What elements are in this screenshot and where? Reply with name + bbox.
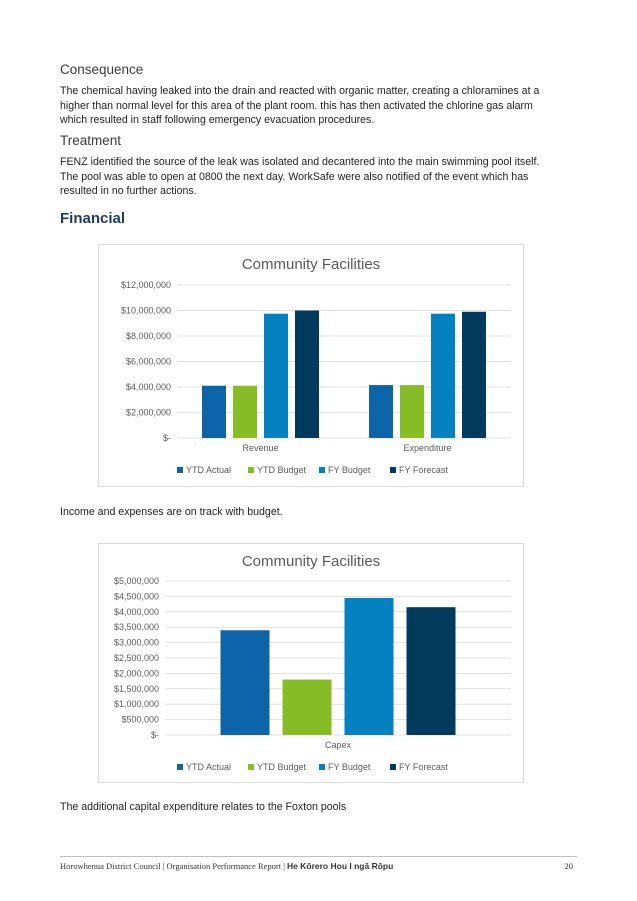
y-tick-label: $-	[150, 730, 159, 740]
bar-ytd-budget	[233, 386, 257, 438]
footer-maori-title: He Kōrero Hou I ngā Rōpu	[287, 861, 394, 871]
chart-revenue-expenditure	[98, 244, 524, 487]
y-tick-label: $10,000,000	[120, 305, 171, 316]
legend-label: YTD Budget	[257, 465, 307, 475]
legend-swatch	[177, 764, 183, 770]
legend-swatch	[390, 764, 396, 770]
y-tick-label: $4,000,000	[125, 382, 171, 392]
bar-ytd-budget	[283, 680, 332, 735]
bar-fy-forecast	[407, 607, 456, 735]
y-tick-label: $5,000,000	[113, 576, 159, 586]
y-tick-label: $1,500,000	[113, 683, 159, 694]
bar-fy-forecast	[462, 312, 486, 438]
footer-org: Horowhenua District Council | Organisation Performance Report |	[60, 861, 288, 871]
legend-label: FY Forecast	[399, 465, 448, 475]
chart2-svg	[99, 544, 523, 782]
category-label: Capex	[324, 740, 352, 750]
bar-ytd-actual	[202, 386, 226, 438]
y-tick-label: $3,000,000	[113, 637, 159, 648]
y-tick-label: $3,500,000	[113, 622, 159, 633]
legend-swatch	[248, 467, 254, 473]
treatment-text: FENZ identified the source of the leak was isolated and decantered into the main swimming pool itself. The pool was able to open at 0800 the next day. WorkSafe were also notified of the event which has resulted in no further actions.	[60, 156, 540, 197]
footer-divider	[60, 856, 577, 857]
chart-capex	[98, 543, 524, 783]
legend-label: YTD Actual	[186, 762, 232, 772]
legend-swatch	[319, 764, 325, 770]
page-number: 20	[564, 861, 573, 871]
chart2-caption: The additional capital expenditure relates to the Foxton pools	[60, 801, 347, 813]
y-tick-label: $500,000	[121, 714, 159, 725]
bar-fy-budget	[431, 314, 455, 438]
legend-label: YTD Budget	[257, 762, 307, 772]
y-tick-label: $-	[162, 433, 171, 443]
chart-title: Community Facilities	[241, 256, 381, 273]
bar-fy-forecast	[295, 311, 319, 439]
consequence-heading: Consequence	[60, 62, 144, 77]
legend-swatch	[390, 467, 396, 473]
chart1-caption: Income and expenses are on track with budget.	[60, 506, 283, 518]
y-tick-label: $8,000,000	[125, 331, 171, 341]
bar-ytd-actual	[221, 630, 270, 735]
legend-label: YTD Actual	[186, 465, 232, 475]
y-tick-label: $2,000,000	[125, 407, 171, 418]
bar-ytd-actual	[369, 385, 393, 438]
footer	[60, 861, 393, 871]
consequence-text: The chemical having leaked into the drain and reacted with organic matter, creating a chloramines at a higher than normal level for this area of the plant room. this has then activated the chlorine gas alarm which resulted in staff following emergency evacuation procedures.	[60, 85, 540, 126]
legend-label: FY Budget	[328, 762, 371, 772]
bar-fy-budget	[264, 314, 288, 438]
y-tick-label: $6,000,000	[125, 356, 171, 367]
legend-swatch	[319, 467, 325, 473]
legend-swatch	[177, 467, 183, 473]
y-tick-label: $4,500,000	[113, 591, 159, 602]
treatment-heading: Treatment	[60, 133, 122, 148]
bar-fy-budget	[345, 598, 394, 735]
y-tick-label: $2,000,000	[113, 668, 159, 679]
legend-label: FY Forecast	[399, 762, 448, 772]
y-tick-label: $1,000,000	[113, 699, 159, 710]
chart-title: Community Facilities	[241, 553, 381, 570]
y-tick-label: $2,500,000	[113, 653, 159, 663]
y-tick-label: $12,000,000	[120, 280, 171, 290]
legend-label: FY Budget	[328, 465, 371, 475]
y-tick-label: $4,000,000	[113, 606, 159, 617]
financial-heading: Financial	[60, 210, 126, 227]
bar-ytd-budget	[400, 385, 424, 438]
legend-swatch	[248, 764, 254, 770]
category-label: Expenditure	[403, 443, 452, 453]
chart1-svg	[99, 245, 523, 486]
category-label: Revenue	[242, 443, 279, 453]
